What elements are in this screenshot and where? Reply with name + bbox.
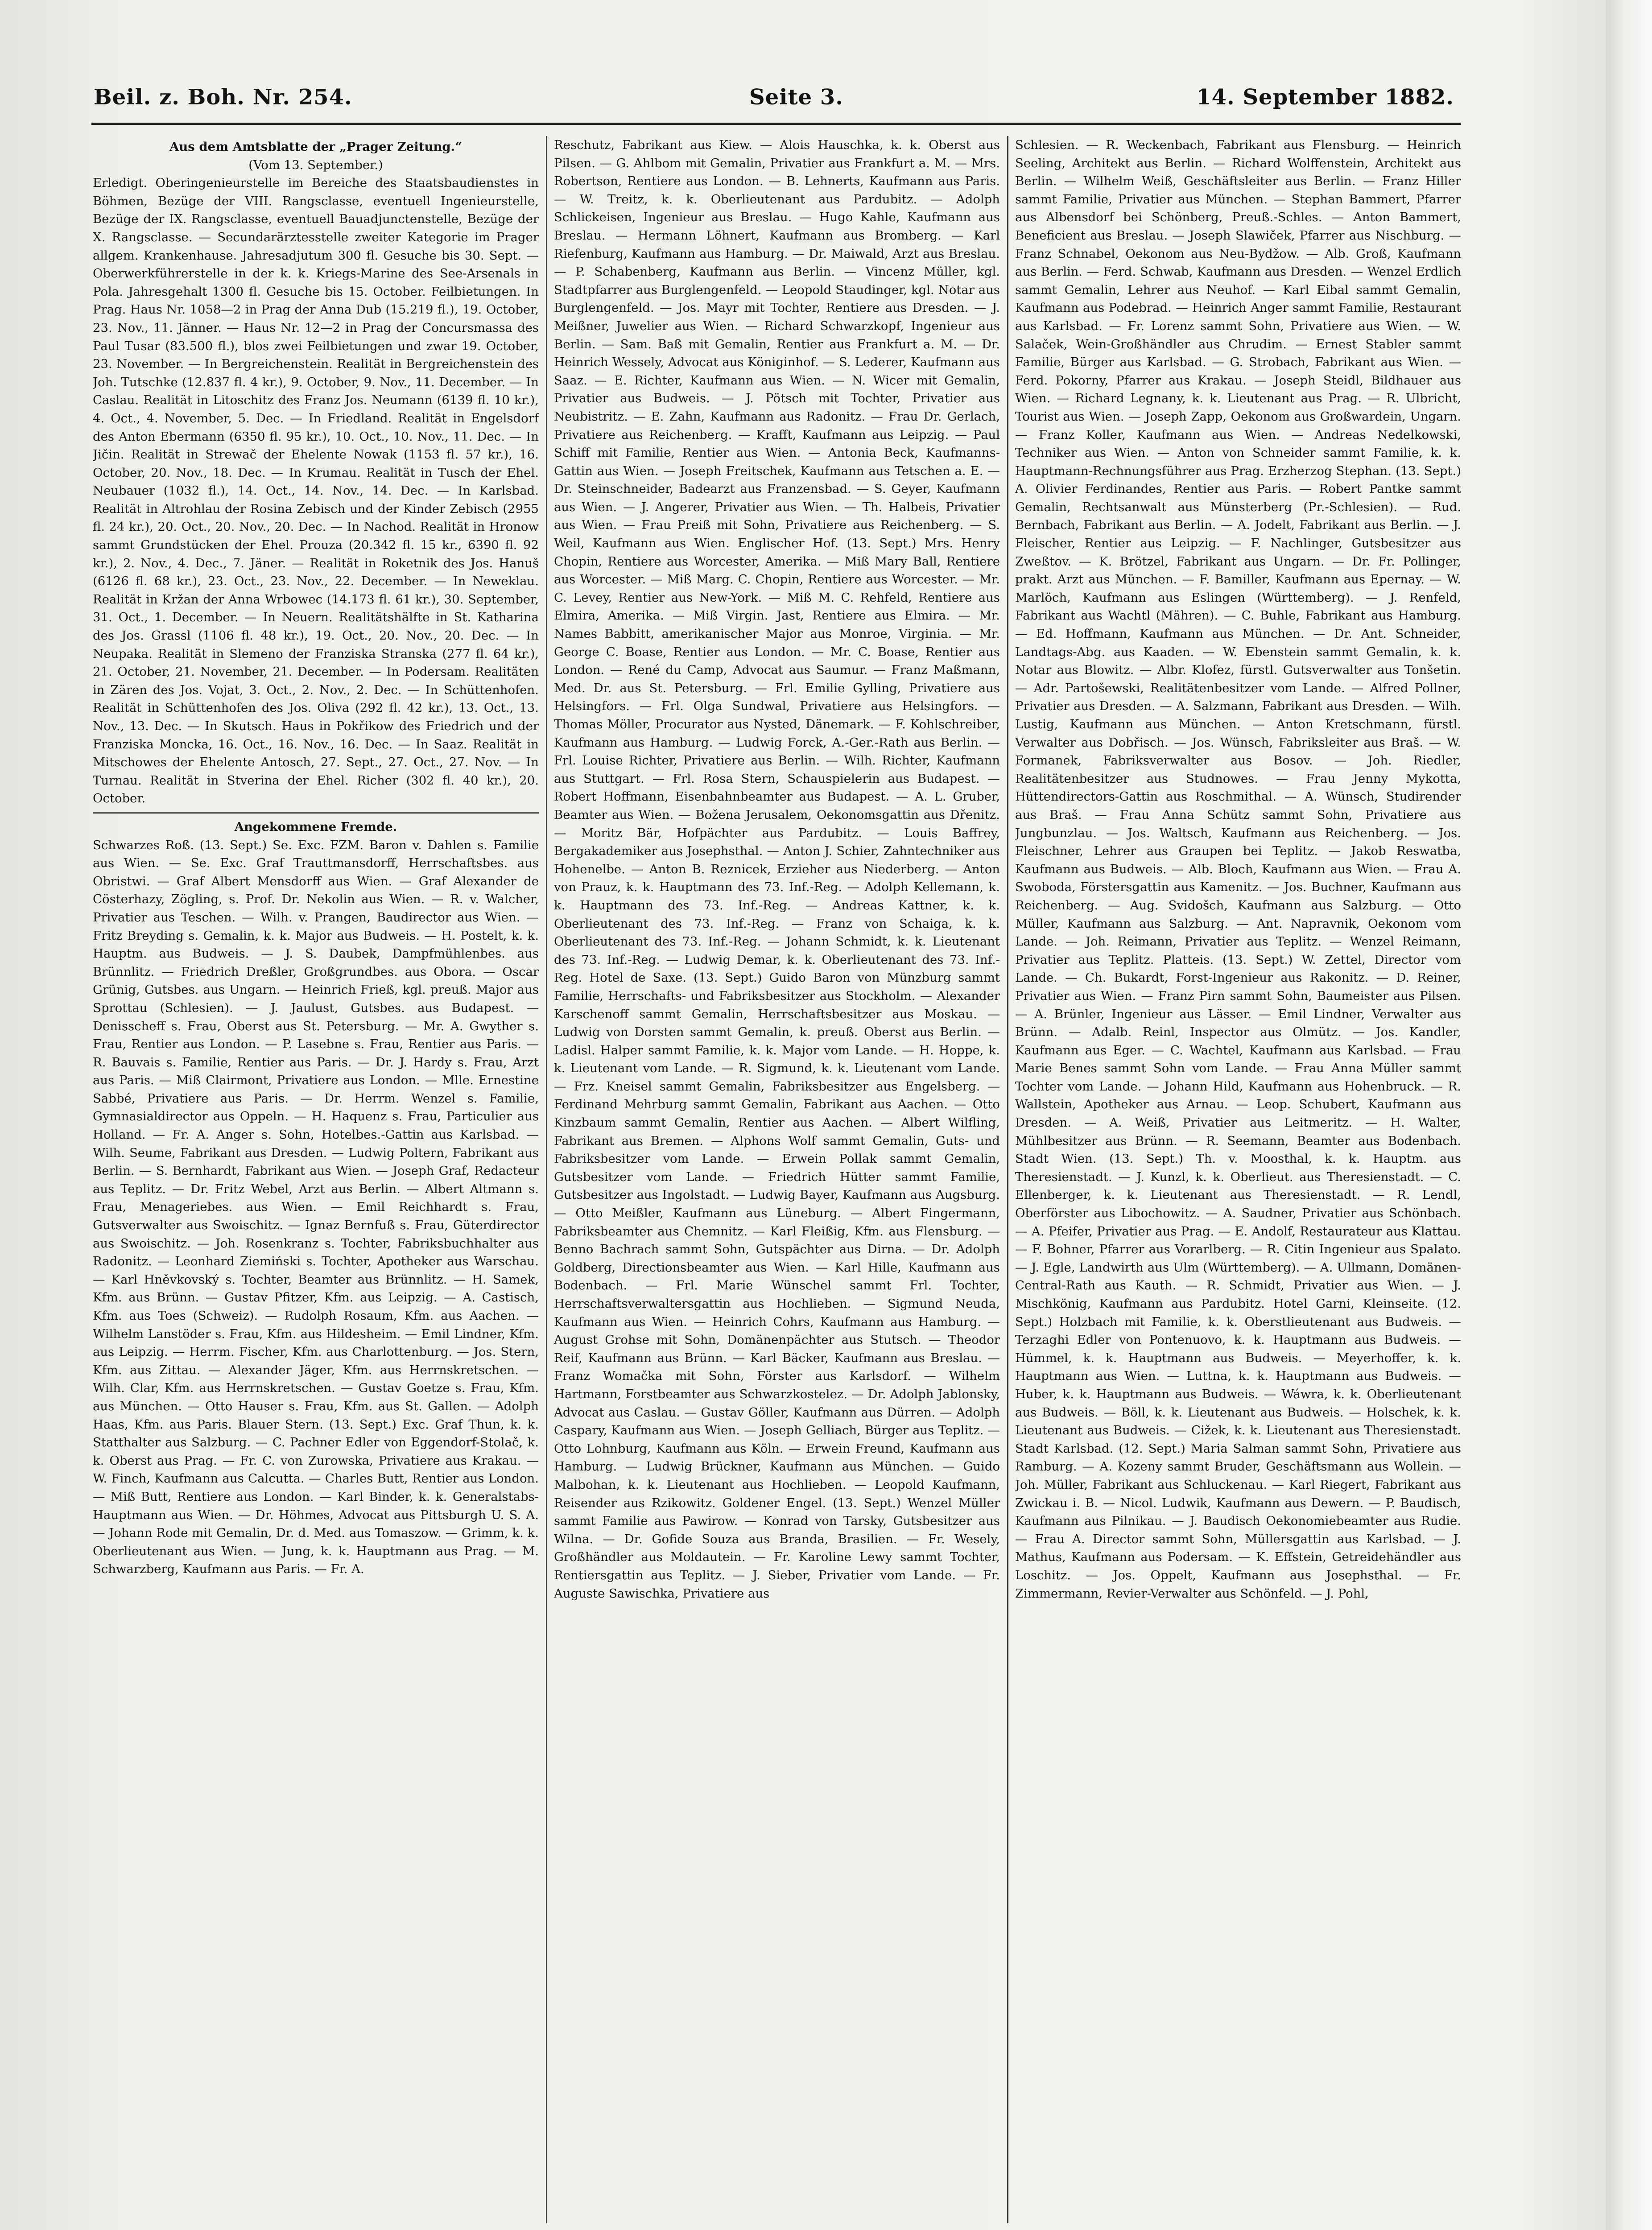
page-edge-shadow xyxy=(1606,0,1652,2230)
column-1 xyxy=(93,136,539,2228)
column-2 xyxy=(554,136,1000,2228)
column-3 xyxy=(1015,136,1461,2228)
section-subheading-date: (Vom 13. September.) xyxy=(248,157,383,172)
header-issue: Beil. z. Boh. Nr. 254. xyxy=(94,85,352,110)
column-2-text: Reschutz, Fabrikant aus Kiew. — Alois Hauschka, k. k. Oberst aus Pilsen. — G. Ahlbom mit Gemalin, Privatier aus Frankfurt a. M. — Mrs. Robertson, Rentiere aus London. — B. Lehnerts, Kaufmann aus Paris. — W. Treitz, k. k. Oberlieutenant aus Pardubitz. — Adolph Schlickeisen, Ingenieur aus Breslau. — Hugo Kahle, Kaufmann aus Breslau. — Hermann Löhnert, Kaufmann aus Bromberg. — Karl Riefenburg, Kaufmann aus Hamburg. — Dr. Maiwald, Arzt aus Breslau. — P. Schabenberg, Kaufmann aus Berlin. — Vincenz Müller, kgl. Stadtpfarrer aus Burglengenfeld. — Leopold Staudinger, kgl. Notar aus Burglengenfeld. — Jos. Mayr mit Tochter, Rentiere aus Dresden. — J. Meißner, Juwelier aus Wien. — Richard Schwarzkopf, Ingenieur aus Berlin. — Sam. Baß mit Gemalin, Rentier aus Frankfurt a. M. — Dr. Heinrich Wessely, Advocat aus Königinhof. — S. Lederer, Kaufmann aus Saaz. — E. Richter, Kaufmann aus Wien. — N. Wicer mit Gemalin, Privatier aus Budweis. — J. Pötsch mit Tochter, Privatier aus Neubistritz. — E. Zahn, Kaufmann aus Radonitz. — Frau Dr. Gerlach, Privatiere aus Reichenberg. — Krafft, Kaufmann aus Leipzig. — Paul Schiff mit Familie, Rentier aus Wien. — Antonia Beck, Kaufmanns-Gattin aus Wien. — Joseph Freitschek, Kaufmann aus Tetschen a. E. — Dr. Steinschneider, Badearzt aus Franzensbad. — S. Geyer, Kaufmann aus Wien. — J. Angerer, Privatier aus Wien. — Th. Halbeis, Privatier aus Wien. — Frau Preiß mit Sohn, Privatiere aus Reichenberg. — S. Weil, Kaufmann aus Wien. Englischer Hof. (13. Sept.) Mrs. Henry Chopin, Rentiere aus Worcester, Amerika. — Miß Mary Ball, Rentiere aus Worcester. — Miß Marg. C. Chopin, Rentiere aus Worcester. — Mr. C. Levey, Rentier aus New-York. — Miß M. C. Rehfeld, Rentiere aus Elmira, Amerika. — Miß Virgin. Jast, Rentiere aus Elmira. — Mr. Names Babbitt, amerikanischer Major aus Monroe, Virginia. — Mr. George C. Boase, Rentier aus London. — Mr. C. Boase, Rentier aus London. — René du Camp, Advocat aus Saumur. — Franz Maßmann, Med. Dr. aus St. Petersburg. — Frl. Emilie Gylling, Privatiere aus Helsingfors. — Frl. Olga Sundwal, Privatiere aus Helsingfors. — Thomas Möller, Procurator aus Nysted, Dänemark. — F. Kohlschreiber, Kaufmann aus Hamburg. — Ludwig Forck, A.-Ger.-Rath aus Berlin. — Frl. Louise Richter, Privatiere aus Berlin. — Wilh. Richter, Kaufmann aus Stuttgart. — Frl. Rosa Stern, Schauspielerin aus Budapest. — Robert Hoffmann, Eisenbahnbeamter aus Budapest. — A. L. Gruber, Beamter aus Wien. — Božena Jerusalem, Oekonomsgattin aus Dřenitz. — Moritz Bär, Hofpächter aus Pardubitz. — Louis Baffrey, Bergakademiker aus Josephsthal. — Anton J. Schier, Zahntechniker aus Hohenelbe. — Anton B. Reznicek, Erzieher aus Niederberg. — Anton von Prauz, k. k. Hauptmann des 73. Inf.-Reg. — Adolph Kellemann, k. k. Hauptmann des 73. Inf.-Reg. — Andreas Kattner, k. k. Oberlieutenant des 73. Inf.-Reg. — Franz von Schaiga, k. k. Oberlieutenant des 73. Inf.-Reg. — Johann Schmidt, k. k. Lieutenant des 73. Inf.-Reg. — Ludwig Demar, k. k. Oberlieutenant des 73. Inf.-Reg. Hotel de Saxe. (13. Sept.) Guido Baron von Münzburg sammt Familie, Herrschafts- und Fabriksbesitzer aus Stockholm. — Alexander Karschenoff sammt Gemalin, Herrschaftsbesitzer aus Moskau. — Ludwig von Dorsten sammt Gemalin, k. preuß. Oberst aus Berlin. — Ladisl. Halper sammt Familie, k. k. Major vom Lande. — H. Hoppe, k. k. Lieutenant vom Lande. — R. Sigmund, k. k. Lieutenant vom Lande. — Frz. Kneisel sammt Gemalin, Fabriksbesitzer aus Engelsberg. — Ferdinand Mehrburg sammt Gemalin, Fabrikant aus Aachen. — Otto Kinzbaum sammt Gemalin, Rentier aus Aachen. — Albert Wilfling, Fabrikant aus Bremen. — Alphons Wolf sammt Gemalin, Guts- und Fabriksbesitzer vom Lande. — Erwein Pollak sammt Gemalin, Gutsbesitzer vom Lande. — Friedrich Hütter sammt Familie, Gutsbesitzer aus Ingolstadt. — Ludwig Bayer, Kaufmann aus Augsburg. — Otto Meißler, Kaufmann aus Lüneburg. — Albert Fingermann, Fabriksbeamter aus Chemnitz. — Karl Fleißig, Kfm. aus Flensburg. — Benno Bachrach sammt Sohn, Gutspächter aus Dirna. — Dr. Adolph Goldberg, Directionsbeamter aus Wien. — Karl Hille, Kaufmann aus Bodenbach. — Frl. Marie Wünschel sammt Frl. Tochter, Herrschaftsverwaltersgattin aus Hochlieben. — Sigmund Neuda, Kaufmann aus Wien. — Heinrich Cohrs, Kaufmann aus Hamburg. — August Grohse mit Sohn, Domänenpächter aus Stutsch. — Theodor Reif, Kaufmann aus Brünn. — Karl Bäcker, Kaufmann aus Breslau. — Franz Womačka mit Sohn, Förster aus Karlsdorf. — Wilhelm Hartmann, Forstbeamter aus Schwarzkostelez. — Dr. Adolph Jablonsky, Advocat aus Caslau. — Gustav Göller, Kaufmann aus Dürren. — Adolph Caspary, Kaufmann aus Wien. — Joseph Gelliach, Bürger aus Teplitz. — Otto Lohnburg, Kaufmann aus Köln. — Erwein Freund, Kaufmann aus Hamburg. — Ludwig Brückner, Kaufmann aus München. — Guido Malbohan, k. k. Lieutenant aus Hochlieben. — Leopold Kaufmann, Reisender aus Rzikowitz. Goldener Engel. (13. Sept.) Wenzel Müller sammt Familie aus Pawirow. — Konrad von Tarsky, Gutsbesitzer aus Wilna. — Dr. Gofide Souza aus Branda, Brasilien. — Fr. Wesely, Großhändler aus Moldautein. — Fr. Karoline Lewy sammt Tochter, Rentiersgattin aus Teplitz. — J. Sieber, Privatier vom Lande. — Fr. Auguste Sawischka, Privatiere aus xyxy=(554,138,1000,1601)
section-heading-amtsblatt: Aus dem Amtsblatte der „Prager Zeitung.“ xyxy=(169,140,463,154)
header-date: 14. September 1882. xyxy=(1196,85,1454,110)
column-divider-1 xyxy=(546,136,547,2223)
page-header xyxy=(94,85,1454,116)
column-1-text-amtsblatt: Erledigt. Oberingenieurstelle im Bereiche des Staatsbaudienstes in Böhmen, Bezüge der VIII. Rangsclasse, eventuell Ingenieurstelle, Bezüge der IX. Rangsclasse, eventuell Bauadjunctenstelle, Bezüge der X. Rangsclasse. — Secundarärztesstelle zweiter Kategorie im Prager allgem. Krankenhause. Jahresadjutum 300 fl. Gesuche bis 30. Sept. — Oberwerkführerstelle in der k. k. Kriegs-Marine des See-Arsenals in Pola. Jahresgehalt 1300 fl. Gesuche bis 15. October. Feilbietungen. In Prag. Haus Nr. 1058—2 in Prag der Anna Dub (15.219 fl.), 19. October, 23. Nov., 11. Jänner. — Haus Nr. 12—2 in Prag der Concursmassa des Paul Tusar (83.500 fl.), blos zwei Feilbietungen und zwar 19. October, 23. November. — In Bergreichenstein. Realität in Bergreichenstein des Joh. Tutschke (12.837 fl. 4 kr.), 9. October, 9. Nov., 11. December. — In Caslau. Realität in Litoschitz des Franz Jos. Neumann (6139 fl. 10 kr.), 4. Oct., 4. November, 5. Dec. — In Friedland. Realität in Engelsdorf des Anton Ebermann (6350 fl. 95 kr.), 10. Oct., 10. Nov., 11. Dec. — In Jičin. Realität in Strewač der Ehelente Nowak (1153 fl. 57 kr.), 16. October, 20. Nov., 18. Dec. — In Krumau. Realität in Tusch der Ehel. Neubauer (1032 fl.), 14. Oct., 14. Nov., 14. Dec. — In Karlsbad. Realität in Altrohlau der Rosina Zebisch und der Kinder Zebisch (2955 fl. 24 kr.), 20. Oct., 20. Nov., 20. Dec. — In Nachod. Realität in Hronow sammt Grundstücken der Ehel. Prouza (20.342 fl. 15 kr., 6390 fl. 92 kr.), 2. Nov., 4. Dec., 7. Jäner. — Realität in Roketnik des Jos. Hanuš (6126 fl. 68 kr.), 23. Oct., 23. Nov., 22. December. — In Neweklau. Realität in Kržan der Anna Wrbowec (14.173 fl. 61 kr.), 30. September, 31. Oct., 1. December. — In Neuern. Realitätshälfte in St. Katharina des Jos. Grassl (1106 fl. 48 kr.), 19. Oct., 20. Nov., 20. Dec. — In Neupaka. Realität in Slemeno der Franziska Stranska (277 fl. 64 kr.), 21. October, 21. November, 21. December. — In Podersam. Realitäten in Zären des Jos. Vojat, 3. Oct., 2. Nov., 2. Dec. — In Schüttenhofen. Realität in Schüttenhofen des Jos. Oliva (292 fl. 42 kr.), 13. Oct., 13. Nov., 13. Dec. — In Skutsch. Haus in Pokřikow des Friedrich und der Franziska Moncka, 16. Oct., 16. Nov., 16. Dec. — In Saaz. Realität in Mitschowes der Ehelente Antosch, 27. Sept., 27. Oct., 27. Nov. — In Turnau. Realität in Stverina der Ehel. Richer (302 fl. 40 kr.), 20. October. xyxy=(93,176,539,806)
header-rule xyxy=(91,123,1461,125)
column-3-text: Schlesien. — R. Weckenbach, Fabrikant aus Flensburg. — Heinrich Seeling, Architekt aus Berlin. — Richard Wolffenstein, Architekt aus Berlin. — Wilhelm Weiß, Geschäftsleiter aus Berlin. — Franz Hiller sammt Familie, Privatier aus München. — Stephan Bammert, Pfarrer aus Albensdorf bei Schönberg, Preuß.-Schles. — Anton Bammert, Beneficient aus Breslau. — Joseph Slawiček, Pfarrer aus Nischburg. — Franz Schnabel, Oekonom aus Neu-Bydžow. — Alb. Groß, Kaufmann aus Berlin. — Ferd. Schwab, Kaufmann aus Dresden. — Wenzel Erdlich sammt Gemalin, Lehrer aus Neuhof. — Karl Eibal sammt Gemalin, Kaufmann aus Podebrad. — Heinrich Anger sammt Familie, Restaurant aus Karlsbad. — Fr. Lorenz sammt Sohn, Privatiere aus Wien. — W. Salaček, Wein-Großhändler aus Chrudim. — Ernest Stabler sammt Familie, Bürger aus Karlsbad. — G. Strobach, Fabrikant aus Wien. — Ferd. Pokorny, Pfarrer aus Krakau. — Joseph Steidl, Bildhauer aus Wien. — Richard Legnany, k. k. Lieutenant aus Prag. — R. Ulbricht, Tourist aus Wien. — Joseph Zapp, Oekonom aus Großwardein, Ungarn. — Franz Koller, Kaufmann aus Wien. — Andreas Nedelkowski, Techniker aus Wien. — Anton von Schneider sammt Familie, k. k. Hauptmann-Rechnungsführer aus Prag. Erzherzog Stephan. (13. Sept.) A. Olivier Ferdinandes, Rentier aus Paris. — Robert Pantke sammt Gemalin, Rechtsanwalt aus Münsterberg (Pr.-Schlesien). — Rud. Bernbach, Fabrikant aus Berlin. — A. Jodelt, Fabrikant aus Berlin. — J. Fleischer, Rentier aus Leipzig. — F. Nachlinger, Gutsbesitzer aus Zweßtov. — K. Brötzel, Fabrikant aus Ungarn. — Dr. Fr. Pollinger, prakt. Arzt aus München. — F. Bamiller, Kaufmann aus Epernay. — W. Marlöch, Kaufmann aus Eslingen (Württemberg). — J. Renfeld, Fabrikant aus Wachtl (Mähren). — C. Buhle, Fabrikant aus Hamburg. — Ed. Hoffmann, Kaufmann aus München. — Dr. Ant. Schneider, Landtags-Abg. aus Kaaden. — W. Ebenstein sammt Gemalin, k. k. Notar aus Blowitz. — Albr. Klofez, fürstl. Gutsverwalter aus Tonšetin. — Adr. Partošewski, Realitätenbesitzer vom Lande. — Alfred Pollner, Privatier aus Dresden. — A. Salzmann, Fabrikant aus Dresden. — Wilh. Lustig, Kaufmann aus München. — Anton Kretschmann, fürstl. Verwalter aus Dobřisch. — Jos. Wünsch, Fabriksleiter aus Braš. — W. Formanek, Fabriksverwalter aus Bosov. — Joh. Riedler, Realitätenbesitzer aus Studnowes. — Frau Jenny Mykotta, Hüttendirectors-Gattin aus Roschmithal. — A. Wünsch, Studirender aus Braš. — Frau Anna Schütz sammt Sohn, Privatiere aus Jungbunzlau. — Jos. Waltsch, Kaufmann aus Reichenberg. — Jos. Fleischner, Lehrer aus Graupen bei Teplitz. — Jakob Reswatba, Kaufmann aus Budweis. — Alb. Bloch, Kaufmann aus Wien. — Frau A. Swoboda, Förstersgattin aus Kamenitz. — Jos. Buchner, Kaufmann aus Reichenberg. — Aug. Svidošch, Kaufmann aus Salzburg. — Otto Müller, Kaufmann aus Salzburg. — Ant. Napravnik, Oekonom vom Lande. — Joh. Reimann, Privatier aus Teplitz. — Wenzel Reimann, Privatier aus Teplitz. Platteis. (13. Sept.) W. Zettel, Director vom Lande. — Ch. Bukardt, Forst-Ingenieur aus Rakonitz. — D. Reiner, Privatier aus Wien. — Franz Pirn sammt Sohn, Baumeister aus Pilsen. — A. Brünler, Ingenieur aus Lässer. — Emil Lindner, Verwalter aus Brünn. — Adalb. Reinl, Inspector aus Olmütz. — Jos. Kandler, Kaufmann aus Eger. — C. Wachtel, Kaufmann aus Karlsbad. — Frau Marie Benes sammt Sohn vom Lande. — Frau Anna Müller sammt Tochter vom Lande. — Johann Hild, Kaufmann aus Hohenbruck. — R. Wallstein, Apotheker aus Arnau. — Leop. Schubert, Kaufmann aus Dresden. — A. Weiß, Privatier aus Leitmeritz. — H. Walter, Mühlbesitzer aus Brünn. — R. Seemann, Beamter aus Bodenbach. Stadt Wien. (13. Sept.) Th. v. Moosthal, k. k. Hauptm. aus Theresienstadt. — J. Kunzl, k. k. Oberlieut. aus Theresienstadt. — C. Ellenberger, k. k. Lieutenant aus Theresienstadt. — R. Lendl, Oberförster aus Libochowitz. — A. Saudner, Privatier aus Schönbach. — A. Pfeifer, Privatier aus Prag. — E. Andolf, Restaurateur aus Klattau. — F. Bohner, Pfarrer aus Vorarlberg. — R. Citin Ingenieur aus Spalato. — J. Egle, Landwirth aus Ulm (Württemberg). — A. Ullmann, Domänen-Central-Rath aus Kauth. — R. Schmidt, Privatier aus Wien. — J. Mischkönig, Kaufmann aus Pardubitz. Hotel Garni, Kleinseite. (12. Sept.) Holzbach mit Familie, k. k. Oberstlieutenant aus Budweis. — Terzaghi Edler von Pontenuovo, k. k. Hauptmann aus Budweis. — Hümmel, k. k. Hauptmann aus Budweis. — Meyerhoffer, k. k. Hauptmann aus Wien. — Luttna, k. k. Hauptmann aus Budweis. — Huber, k. k. Hauptmann aus Budweis. — Wáwra, k. k. Oberlieutenant aus Budweis. — Böll, k. k. Lieutenant aus Budweis. — Holschek, k. k. Lieutenant aus Budweis. — Cižek, k. k. Lieutenant aus Theresienstadt. Stadt Karlsbad. (12. Sept.) Maria Salman sammt Sohn, Privatiere aus Ramburg. — A. Kozeny sammt Bruder, Geschäftsmann aus Wollein. — Joh. Müller, Fabrikant aus Schluckenau. — Karl Riegert, Fabrikant aus Zwickau i. B. — Nicol. Ludwik, Kaufmann aus Dewern. — P. Baudisch, Kaufmann aus Pilnikau. — J. Baudisch Oekonomiebeamter aus Rudie. — Frau A. Director sammt Sohn, Müllersgattin aus Karlsbad. — J. Mathus, Kaufmann aus Podersam. — K. Effstein, Getreidehändler aus Loschitz. — Jos. Oppelt, Kaufmann aus Josephsthal. — Fr. Zimmermann, Revier-Verwalter aus Schönfeld. — J. Pohl, xyxy=(1015,138,1461,1601)
section-divider xyxy=(93,812,539,814)
header-page-number: Seite 3. xyxy=(749,85,843,110)
section-heading-fremde: Angekommene Fremde. xyxy=(234,819,397,834)
column-1-text-fremde: Schwarzes Roß. (13. Sept.) Se. Exc. FZM. Baron v. Dahlen s. Familie aus Wien. — Se. Exc. Graf Trauttmansdorff, Herrschaftsbes. aus Obristwi. — Graf Albert Mensdorff aus Wien. — Graf Alexander de Cösterhazy, Zögling, s. Prof. Dr. Nekolin aus Wien. — R. v. Walcher, Privatier aus Teschen. — Wilh. v. Prangen, Baudirector aus Wien. — Fritz Breyding s. Gemalin, k. k. Major aus Budweis. — H. Postelt, k. k. Hauptm. aus Budweis. — J. S. Daubek, Dampfmühlenbes. aus Brünnlitz. — Friedrich Dreßler, Großgrundbes. aus Obora. — Oscar Grünig, Gutsbes. aus Ungarn. — Heinrich Frieß, kgl. preuß. Major aus Sprottau (Schlesien). — J. Jaulust, Gutsbes. aus Budapest. — Denisscheff s. Frau, Oberst aus St. Petersburg. — Mr. A. Gwyther s. Frau, Rentier aus London. — P. Lasebne s. Frau, Rentier aus Paris. — R. Bauvais s. Familie, Rentier aus Paris. — Dr. J. Hardy s. Frau, Arzt aus Paris. — Miß Clairmont, Privatiere aus London. — Mlle. Ernestine Sabbé, Privatiere aus Paris. — Dr. Herrm. Wenzel s. Familie, Gymnasialdirector aus Oppeln. — H. Haquenz s. Frau, Particulier aus Holland. — Fr. A. Anger s. Sohn, Hotelbes.-Gattin aus Karlsbad. — Wilh. Seume, Fabrikant aus Dresden. — Ludwig Poltern, Fabrikant aus Berlin. — S. Bernhardt, Fabrikant aus Wien. — Joseph Graf, Redacteur aus Teplitz. — Dr. Fritz Webel, Arzt aus Berlin. — Albert Altmann s. Frau, Menageriebes. aus Wien. — Emil Reichhardt s. Frau, Gutsverwalter aus Swoischitz. — Ignaz Bernfuß s. Frau, Güterdirector aus Swoischitz. — Joh. Rosenkranz s. Tochter, Fabriksbuchhalter aus Radonitz. — Leonhard Ziemiński s. Tochter, Apotheker aus Warschau. — Karl Hněvkovský s. Tochter, Beamter aus Brünnlitz. — H. Samek, Kfm. aus Brünn. — Gustav Pfitzer, Kfm. aus Leipzig. — A. Castisch, Kfm. aus Toes (Schweiz). — Rudolph Rosaum, Kfm. aus Aachen. — Wilhelm Lanstöder s. Frau, Kfm. aus Hildesheim. — Emil Lindner, Kfm. aus Leipzig. — Herrm. Fischer, Kfm. aus Charlottenburg. — Jos. Stern, Kfm. aus Zittau. — Alexander Jäger, Kfm. aus Herrnskretschen. — Wilh. Clar, Kfm. aus Herrnskretschen. — Gustav Goetze s. Frau, Kfm. aus München. — Otto Hauser s. Frau, Kfm. aus St. Gallen. — Adolph Haas, Kfm. aus Paris. Blauer Stern. (13. Sept.) Exc. Graf Thun, k. k. Statthalter aus Salzburg. — C. Pachner Edler von Eggendorf-Stolač, k. k. Oberst aus Prag. — Fr. C. von Zurowska, Privatiere aus Krakau. — W. Finch, Kaufmann aus Calcutta. — Charles Butt, Rentier aus London. — Miß Butt, Rentiere aus London. — Karl Binder, k. k. Generalstabs-Hauptmann aus Wien. — Dr. Höhmes, Advocat aus Pittsburgh U. S. A. — Johann Rode mit Gemalin, Dr. d. Med. aus Tomaszow. — Grimm, k. k. Oberlieutenant aus Wien. — Jung, k. k. Hauptmann aus Prag. — M. Schwarzberg, Kaufmann aus Paris. — Fr. A. xyxy=(93,838,539,1577)
column-divider-2 xyxy=(1007,136,1008,2223)
